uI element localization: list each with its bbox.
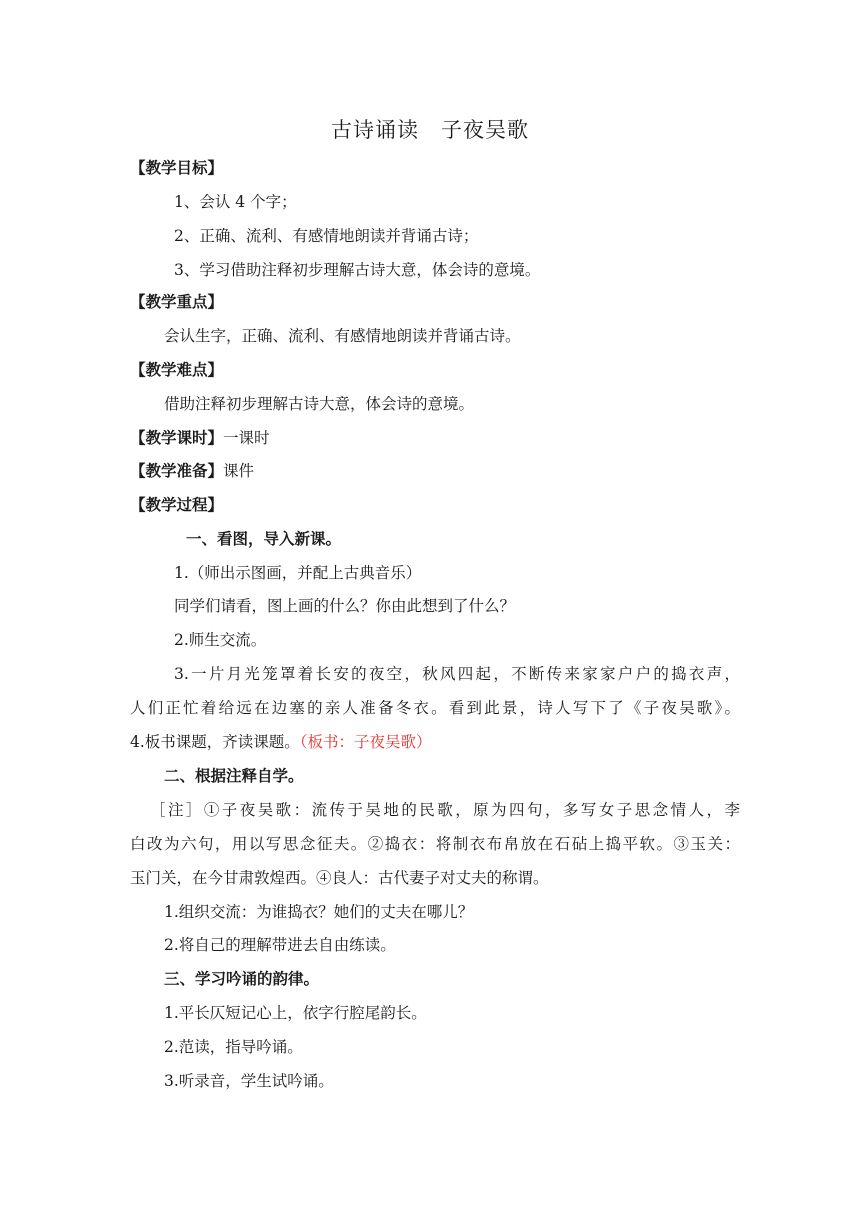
difficulties-heading: 【教学难点】 [130,361,224,379]
section3-title: 三、学习吟诵的韵律。 [164,970,320,988]
section2-title: 二、根据注释自学。 [164,767,304,785]
section2-step2: 2.将自己的理解带进去自由练读。 [164,936,396,954]
section3-step2: 2.范读，指导吟诵。 [164,1038,303,1056]
duration-row [130,428,270,448]
objective-item-2: 2、正确、流利、有感情地朗读并背诵古诗； [174,227,479,245]
difficulties-text: 借助注释初步理解古诗大意，体会诗的意境。 [164,395,475,413]
duration-text: 一课时 [223,429,270,447]
preparation-row [130,461,254,481]
section2-step1: 1.组织交流：为谁捣衣？她们的丈夫在哪儿？ [164,903,474,921]
section1-step4-row [130,732,432,752]
section1-step1: 1.（师出示图画，并配上古典音乐） [174,564,422,582]
section2-note-line1: ［注］①子夜吴歌：流传于吴地的民歌，原为四句，多写女子思念情人，李 [150,801,740,819]
section2-note-line2: 白改为六句，用以写思念征夫。②捣衣：将制衣布帛放在石砧上捣平软。③玉关： [130,835,740,853]
document-title: 古诗诵读 子夜吴歌 [331,118,529,142]
preparation-text: 课件 [223,462,255,480]
section3-step1: 1.平长仄短记心上，依字行腔尾韵长。 [164,1004,427,1022]
section1-step3-line2: 人们正忙着给远在边塞的亲人准备冬衣。看到此景，诗人写下了《子夜吴歌》。 [130,699,740,717]
key-points-text: 会认生字，正确、流利、有感情地朗读并背诵古诗。 [164,327,521,345]
preparation-heading: 【教学准备】 [130,462,224,480]
section1-step3-line1: 3.一片月光笼罩着长安的夜空，秋风四起，不断传来家家户户的捣衣声， [174,665,740,683]
objective-item-3: 3、学习借助注释初步理解古诗大意，体会诗的意境。 [174,261,541,279]
section2-note-line3: 玉门关，在今甘肃敦煌西。④良人：古代妻子对丈夫的称谓。 [130,869,549,887]
process-heading: 【教学过程】 [130,496,224,514]
key-points-heading: 【教学重点】 [130,293,224,311]
section1-step2: 2.师生交流。 [174,631,267,649]
duration-heading: 【教学课时】 [130,429,224,447]
section3-step3: 3.听录音，学生试吟诵。 [164,1072,334,1090]
objective-item-1: 1、会认 4 个字； [174,193,297,211]
board-writing-note: （板书：子夜吴歌） [299,733,432,751]
section1-title: 一、看图，导入新课。 [186,530,342,548]
objectives-heading: 【教学目标】 [130,159,224,177]
section1-step4: 4.板书课题，齐读课题。 [130,733,300,751]
section1-step1-question: 同学们请看，图上画的什么？你由此想到了什么？ [174,597,516,615]
